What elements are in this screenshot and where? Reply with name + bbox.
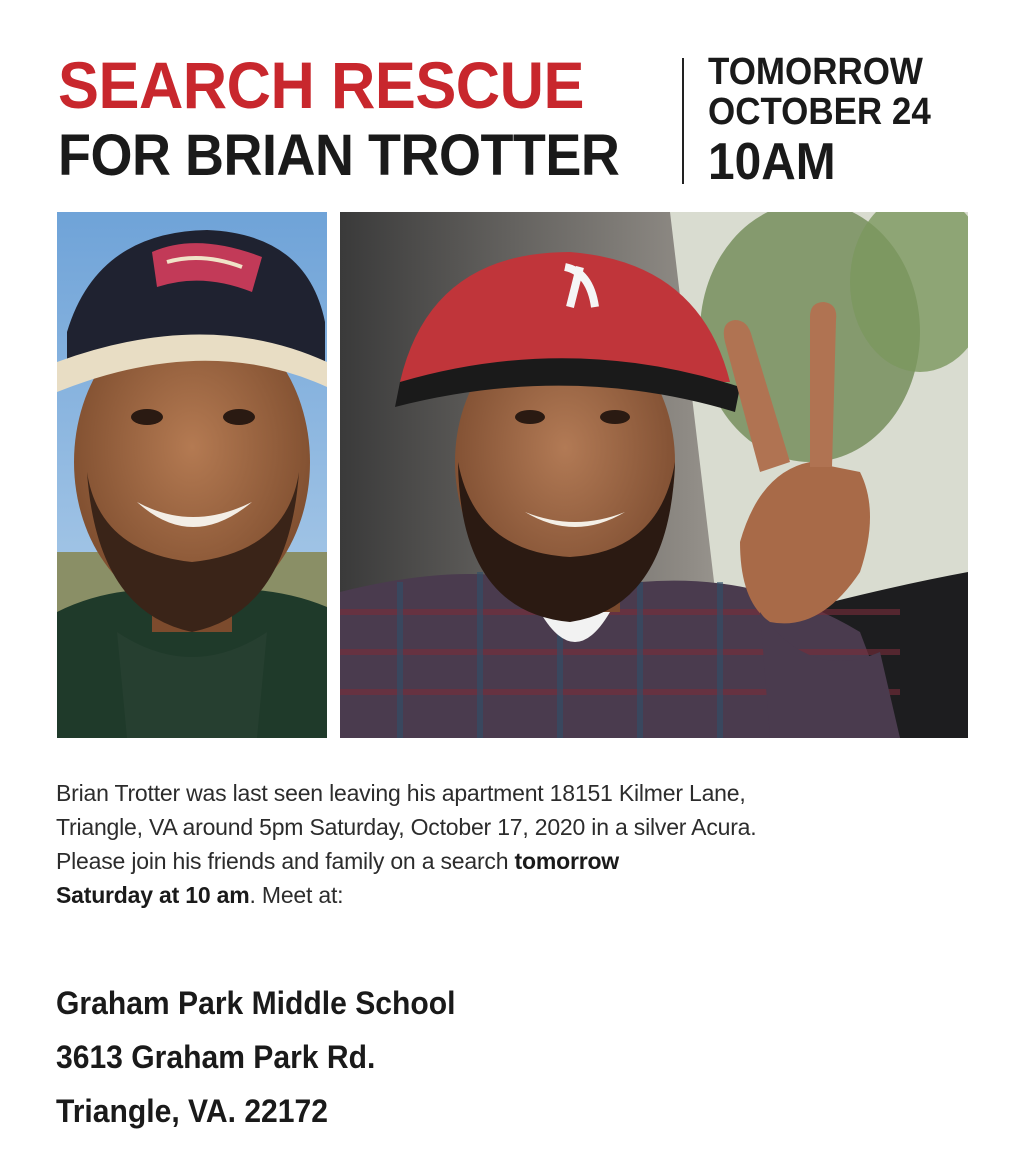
date-day: OCTOBER 24	[708, 91, 931, 133]
address-street: 3613 Graham Park Rd.	[56, 1039, 376, 1075]
date-time: 10AM	[708, 133, 836, 191]
description-tomorrow-bold: tomorrow	[514, 848, 619, 874]
description-meet-at: . Meet at:	[249, 882, 344, 908]
photo-car-selfie	[340, 212, 968, 738]
header-divider	[682, 58, 684, 184]
description-line-4	[56, 878, 976, 912]
title-search-rescue: SEARCH RESCUE	[58, 48, 585, 122]
description-line-1: Brian Trotter was last seen leaving his apartment 18151 Kilmer Lane,	[56, 780, 746, 806]
description-line-3-text: Please join his friends and family on a search	[56, 848, 515, 874]
description-time-bold: Saturday at 10 am	[56, 882, 250, 908]
title-person-name: FOR BRIAN TROTTER	[58, 123, 620, 188]
missing-person-description	[56, 776, 976, 912]
event-date	[708, 52, 950, 190]
photo-portrait-cap	[57, 212, 327, 738]
address-city-zip: Triangle, VA. 22172	[56, 1093, 328, 1129]
portrait-left-image	[57, 212, 327, 738]
date-tomorrow: TOMORROW	[708, 51, 923, 93]
portrait-right-image	[340, 212, 968, 738]
description-line-3	[56, 844, 976, 878]
address-school-name: Graham Park Middle School	[56, 985, 456, 1021]
description-line-2: Triangle, VA around 5pm Saturday, October 17, 2020 in a silver Acura.	[56, 814, 757, 840]
flyer-title	[58, 48, 662, 188]
meeting-address	[56, 976, 456, 1138]
